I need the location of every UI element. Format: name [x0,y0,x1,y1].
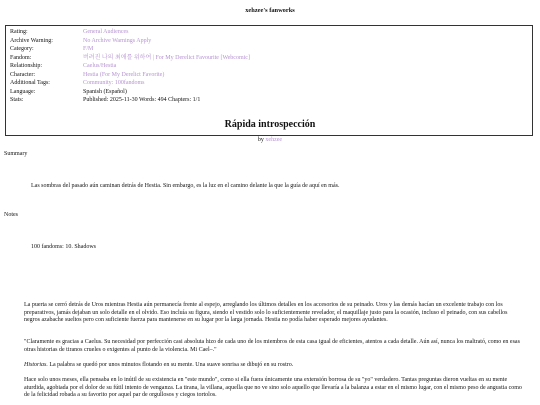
tag-link[interactable]: Community: 100fandoms [83,80,145,86]
meta-label: Category: [10,46,34,52]
warning-link[interactable]: No Archive Warnings Apply [83,37,152,44]
byline [0,137,540,145]
body-paragraph: "Claramente es gracias a Caelus. Su necesidad por perfección casi absoluta hizo de cada uno de los miembros de esta casa igual de eficientes, atentos a cada detalle. Aún así, nunca los maltrató, como en esas otras historias de tiranos crueles o exigentes al punto de la violencia. Mi Cael–." [24,339,520,353]
paragraph-text: La palabra se quedó por unos minutos flotando en su mente. Una suave sonrisa se dibujó en su rostro. [47,362,294,368]
character-link[interactable]: Hestia (For My Derelict Favorite) [83,71,165,78]
emphasis-word: Historias. [24,362,48,368]
notes-text: 100 fandoms: 10. Shadows [31,244,96,250]
meta-label: Character: [10,71,35,78]
meta-label: Stats: [10,97,24,103]
body-paragraph [24,362,522,370]
meta-row-stats [10,97,530,106]
notes-heading: Notes [4,212,18,218]
meta-label: Language: [10,88,36,95]
meta-label: Rating: [10,29,28,35]
fandom-link[interactable]: 버려진 나의 최애를 위하여 | For My Derelict Favourite [Webcomic] [83,54,250,61]
rating-link[interactable]: General Audiences [83,29,129,35]
summary-text: Las sombras del pasado aún caminan detrás de Hestia. Sin embargo, es la luz en el camino delante la que la guía de aquí en más. [31,183,340,189]
author-link[interactable]: xehzee [265,137,283,143]
stats-value: Published: 2025-11-30 Words: 494 Chapters: 1/1 [83,97,201,103]
language-value: Spanish (Español) [83,88,127,95]
site-title: xehzee's fanworks [245,7,295,14]
byline-prefix: by [257,137,264,143]
category-link[interactable]: F/M [83,46,94,52]
work-title: Rápida introspección [224,119,316,130]
body-paragraph: Hace solo unos meses, ella pensaba en lo inútil de su existencia en "este mundo", como si ella fuera únicamente una extensión borrosa de su "yo" verdadero. Tantas preguntas dieron vueltas en su mente aturdida, agobiada por el dolor de su fútil intento de venganza. La tirana, la villana, aquella que no ve sino solo aquello que llevaría a la balanza a estar en el mismo lugar, con el mismo peso de angustia como de la felicidad robada a su favorito por aquel par de orgullosos y ciegos tortolos. [24,377,522,399]
meta-label: Fandom: [10,54,32,61]
body-paragraph: La puerta se cerró detrás de Uros mientras Hestia aún permanecía frente al espejo, arreglando los últimos detalles en los accesorios de su peinado. Uros y las demás hacían un excelente trabajo con los preparativos, jamás dejaban un solo detalle en el olvido. Eso incluía su figura, siendo el vestido solo lo suficientemente revelador, el maquillaje justo para la ocasión, incluso el peinado, con sus cabellos negros azabache sueltos pero con suficiente fuerza para mantenerse en su lugar por la larga jornada. Hestia no podía haber esperado mejores ayudantes. [24,302,508,324]
relationship-link[interactable]: Caelus/Hestia [83,63,117,69]
meta-label: Additional Tags: [10,80,50,86]
meta-label: Relationship: [10,63,42,69]
summary-heading: Summary [4,151,28,157]
meta-label: Archive Warning: [10,37,53,44]
